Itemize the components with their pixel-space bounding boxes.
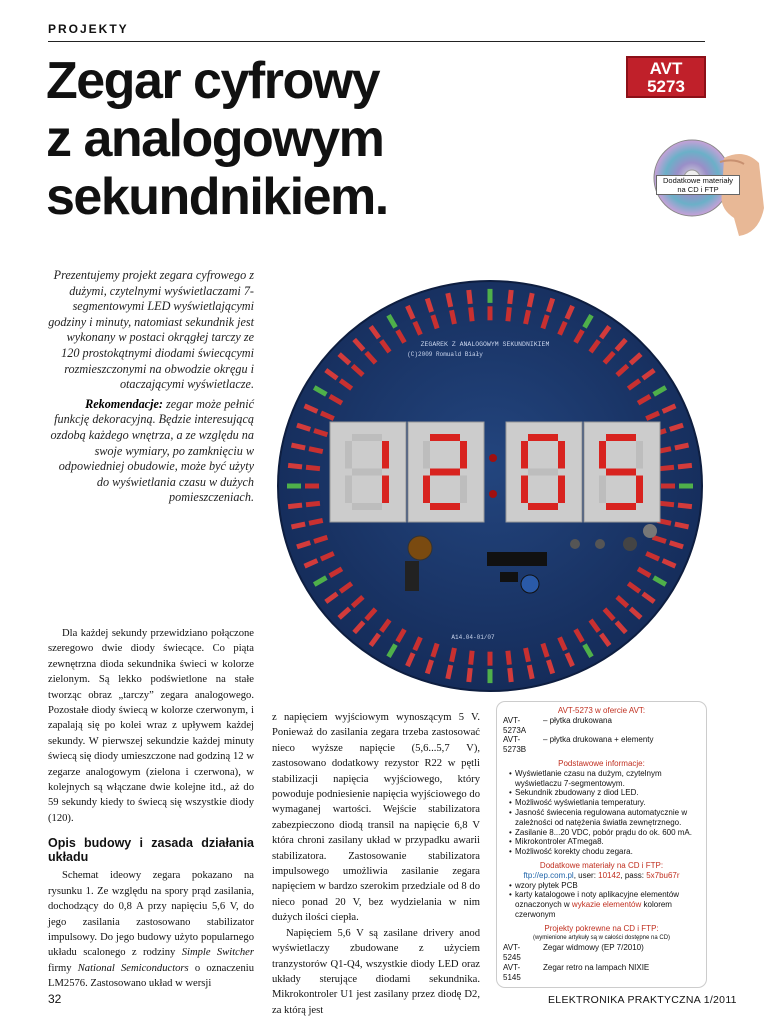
column-1 [48, 626, 254, 992]
led [305, 484, 319, 489]
cd-label-line-2: na CD i FTP [677, 185, 719, 194]
badge-line-1: AVT [649, 59, 683, 78]
digit-segment [528, 434, 558, 441]
offer-code: AVT-5273A [503, 715, 527, 735]
materials-text-a: karty katalogowe i noty aplikacyjne elementów oznaczonych w [515, 890, 680, 910]
ftp-user-label: , user: [573, 870, 599, 880]
digit-segment [636, 476, 643, 504]
digit-segment [352, 434, 382, 441]
colon-dot-top [489, 454, 497, 462]
materials-text-c: kolorem czerwonym [515, 900, 672, 919]
materials-list [503, 881, 700, 920]
avt-badge [626, 56, 706, 98]
col1-p2-e: o oznaczeniu LM2576. Zastosowano układ w wersji [48, 962, 255, 990]
title-line-2: z analogowym [46, 110, 384, 168]
digit-segment [528, 469, 558, 476]
info-heading-basic: Podstawowe informacje: [558, 758, 645, 768]
materials-item: • wzory płytek PCB [509, 881, 700, 891]
basic-info-item: • Jasność świecenia regulowana automatycznie w zależności od natężenia światła zewnętrznego. [509, 808, 700, 828]
digit-segment [430, 503, 460, 510]
offer-row-a [503, 716, 700, 736]
basic-info-item: • Mikrokontroler ATmega8. [509, 837, 700, 847]
transistor-b [570, 539, 580, 549]
intro-paragraph: Prezentujemy projekt zegara cyfrowego z dużymi, czytelnymi wyświetlaczami 7-segmentowymi LED wyświetlającymi godziny i minuty, natomiast sekundnik jest wykonany w postaci okrągłej tarczy ze 120 prostokątnymi diodami świecącymi rozmieszczonymi na obwodzie okręgu i otaczającymi wyświetlacze. [48, 268, 254, 392]
digit-segment [382, 476, 389, 504]
basic-info-item: • Możliwość wyświetlania temperatury. [509, 798, 700, 808]
connector-chip [500, 572, 518, 582]
digit-segment [345, 476, 352, 504]
digit-segment [606, 469, 636, 476]
digit-segment [599, 476, 606, 504]
page-number: 32 [48, 992, 62, 1006]
board-label-1: ZEGAREK Z ANALOGOWYM SEKUNDNIKIEM [420, 341, 550, 348]
info-heading-materials: Dodatkowe materiały na CD i FTP: [539, 860, 664, 870]
basic-info-item: • Sekundnik zbudowany z diod LED. [509, 788, 700, 798]
offer-row-b [503, 735, 700, 755]
regulator-chip [405, 561, 419, 591]
digit-segment [606, 503, 636, 510]
board-label-2: (C)2009 Romuald Biały [407, 351, 483, 358]
basic-info-item: • Wyświetlanie czasu na dużym, czytelnym wyświetlaczu 7-segmentowym. [509, 769, 700, 789]
col1-p2-b: Simple Switcher [181, 947, 254, 959]
materials-item [509, 890, 700, 919]
digit-segment [636, 441, 643, 469]
digit-segment [423, 441, 430, 469]
basic-info-item: • Zasilanie 8...20 VDC, pobór prądu do ok. 600 mA. [509, 828, 700, 838]
led [488, 652, 493, 666]
digit-segment [430, 469, 460, 476]
section-heading: Opis budowy i zasada działania układu [48, 836, 254, 865]
led [488, 669, 493, 683]
title-line-3: sekundnikiem. [46, 168, 388, 226]
recommendation-paragraph [48, 397, 254, 506]
led [287, 484, 301, 489]
info-heading-offer: AVT-5273 w ofercie AVT: [557, 706, 646, 715]
col1-p2-a: Schemat ideowy zegara pokazano na rysunku 1. Ze względu na spory prąd zasilania, dochodzący do 0,8 A przy napięciu 5,6 V, do jego zasilania zastosowano stabilizator impulsowy. Do jego budowy użyto popularnego układu scalonego z rodziny [48, 870, 254, 959]
header-rule [48, 41, 705, 42]
led [488, 306, 493, 320]
related-note: (wymienione artykuły są w całości dostępne na CD) [532, 934, 671, 941]
microcontroller-chip [487, 552, 547, 566]
materials-text-b: wykazie elementów [571, 900, 642, 910]
digit-segment [345, 441, 352, 469]
led [661, 484, 675, 489]
col1-paragraph-2 [48, 868, 254, 991]
related-code: AVT-5245 [503, 943, 521, 963]
recommendation-label: Rekomendacje: [85, 396, 163, 411]
cd-label [656, 175, 740, 195]
related-row [503, 943, 700, 963]
article-title [46, 52, 606, 226]
related-code: AVT-5145 [503, 962, 521, 982]
offer-desc: – płytka drukowana [543, 715, 612, 725]
offer-code: AVT-5273B [503, 735, 527, 755]
ftp-pass: 5x7bu67r [646, 870, 680, 880]
digit-segment [423, 476, 430, 504]
cd-label-line-1: Dodatkowe materiały [662, 176, 734, 185]
digit-segment [606, 434, 636, 441]
button-right [623, 537, 637, 551]
col2-paragraph-1: z napięciem wyjściowym wynoszącym 5 V. Ponieważ do zasilania zegara trzeba zastosować nieco wyższe napięcie (5,6...5,7 V), zastosowano dodatkowy rezystor R22 w pętli stabilizacji napięcia wyjściowego, który powoduje podniesienie napięcia wyjściowego do wymaganej wartości. Wejście stabilizatora zabezpieczono diodą transil na napięcie 6,8 V która chroni zasilany układ w przypadku awarii stabilizatora. Zastosowanie stabilizatora impulsowego umożliwia zasilanie zegara napięciem w bardzo szerokim przedziale od 8 do nieco ponad 20 V, bez wydzielania w nim dużych ilości ciepła. [272, 712, 480, 924]
col2-paragraph-2: Napięciem 5,6 V są zasilane drivery anod wyświetlaczy zbudowane z użyciem tranzystorów Q1-Q4, wszystkie diody LED oraz układy sterujące diodami sekundnika. Mikrokontroler U1 jest zasilany przez diodę D2, za którą jest [272, 927, 480, 1016]
col1-paragraph-1: Dla każdej sekundy przewidziano połączone szeregowo dwie diody świecące. Co piąta zewnętrzna dioda sekundnika świeci w kolorze zielonym. Są lekko podświetlone na stałe tworząc obraz „tarczy” zegara analogowego. Pozostałe diody świecą w kolorze czerwonym, i zapalają się po kolei wraz z upływem każdej sekundy. W pierwszej sekundzie każdej minuty świecą się diody umieszczone nad godziną 12 w zegarze analogowym (zielona i czerwona), w kolejnych są włączane dwie kolejne itd., aż do 59 sekundy kiedy to świecą się wszystkie diody (120). [48, 628, 254, 824]
related-desc: Zegar retro na lampach NIXIE [543, 962, 650, 972]
basic-info-list [503, 769, 700, 857]
led [488, 289, 493, 303]
related-desc: Zegar widmowy (EP 7/2010) [543, 943, 644, 953]
colon-dot-bottom [489, 490, 497, 498]
digit-segment [430, 434, 460, 441]
col1-p2-c: firmy [48, 962, 78, 974]
digit-segment [599, 441, 606, 469]
board-code: A14.04-01/07 [451, 634, 495, 641]
clock-board-photo [275, 276, 705, 692]
digit-segment [521, 441, 528, 469]
info-box [497, 702, 706, 987]
digit-segment [352, 469, 382, 476]
led [679, 484, 693, 489]
badge-line-2: 5273 [647, 77, 685, 96]
ftp-user: 10142 [598, 870, 621, 880]
transistor-a [595, 539, 605, 549]
offer-desc: – płytka drukowana + elementy [543, 735, 654, 745]
digit-segment [558, 441, 565, 469]
column-2 [272, 710, 480, 1018]
digit-segment [460, 476, 467, 504]
basic-info-item: • Możliwość korekty chodu zegara. [509, 847, 700, 857]
digit-segment [460, 441, 467, 469]
magazine-footer: ELEKTRONIKA PRAKTYCZNA 1/2011 [548, 994, 737, 1006]
trimmer-pot [521, 575, 539, 593]
col1-p2-d: National Semiconductors [77, 962, 189, 974]
digit-segment [558, 476, 565, 504]
info-heading-related: Projekty pokrewne na CD i FTP: [544, 923, 659, 933]
digit-segment [382, 441, 389, 469]
ftp-pass-label: , pass: [620, 870, 647, 880]
ftp-line [503, 871, 700, 881]
related-row [503, 963, 700, 983]
section-label: PROJEKTY [48, 22, 129, 36]
digit-segment [352, 503, 382, 510]
title-line-1: Zegar cyfrowy [46, 52, 380, 110]
intro-text [48, 268, 254, 510]
inductor-coil [408, 536, 432, 560]
recommendation-text: zegar może pełnić funkcję dekoracyjną. Będzie interesującą ozdobą każdego wnętrza, a ze względu na swoje wymiary, po zamknięciu w odpowiedniej obudowie, może być użyty do wyświetlania czasu w dużych pomieszczeniach. [50, 396, 254, 505]
photoresistor [643, 524, 657, 538]
digit-segment [521, 476, 528, 504]
digit-segment [528, 503, 558, 510]
ftp-link[interactable]: ftp://ep.com.pl [523, 870, 574, 880]
